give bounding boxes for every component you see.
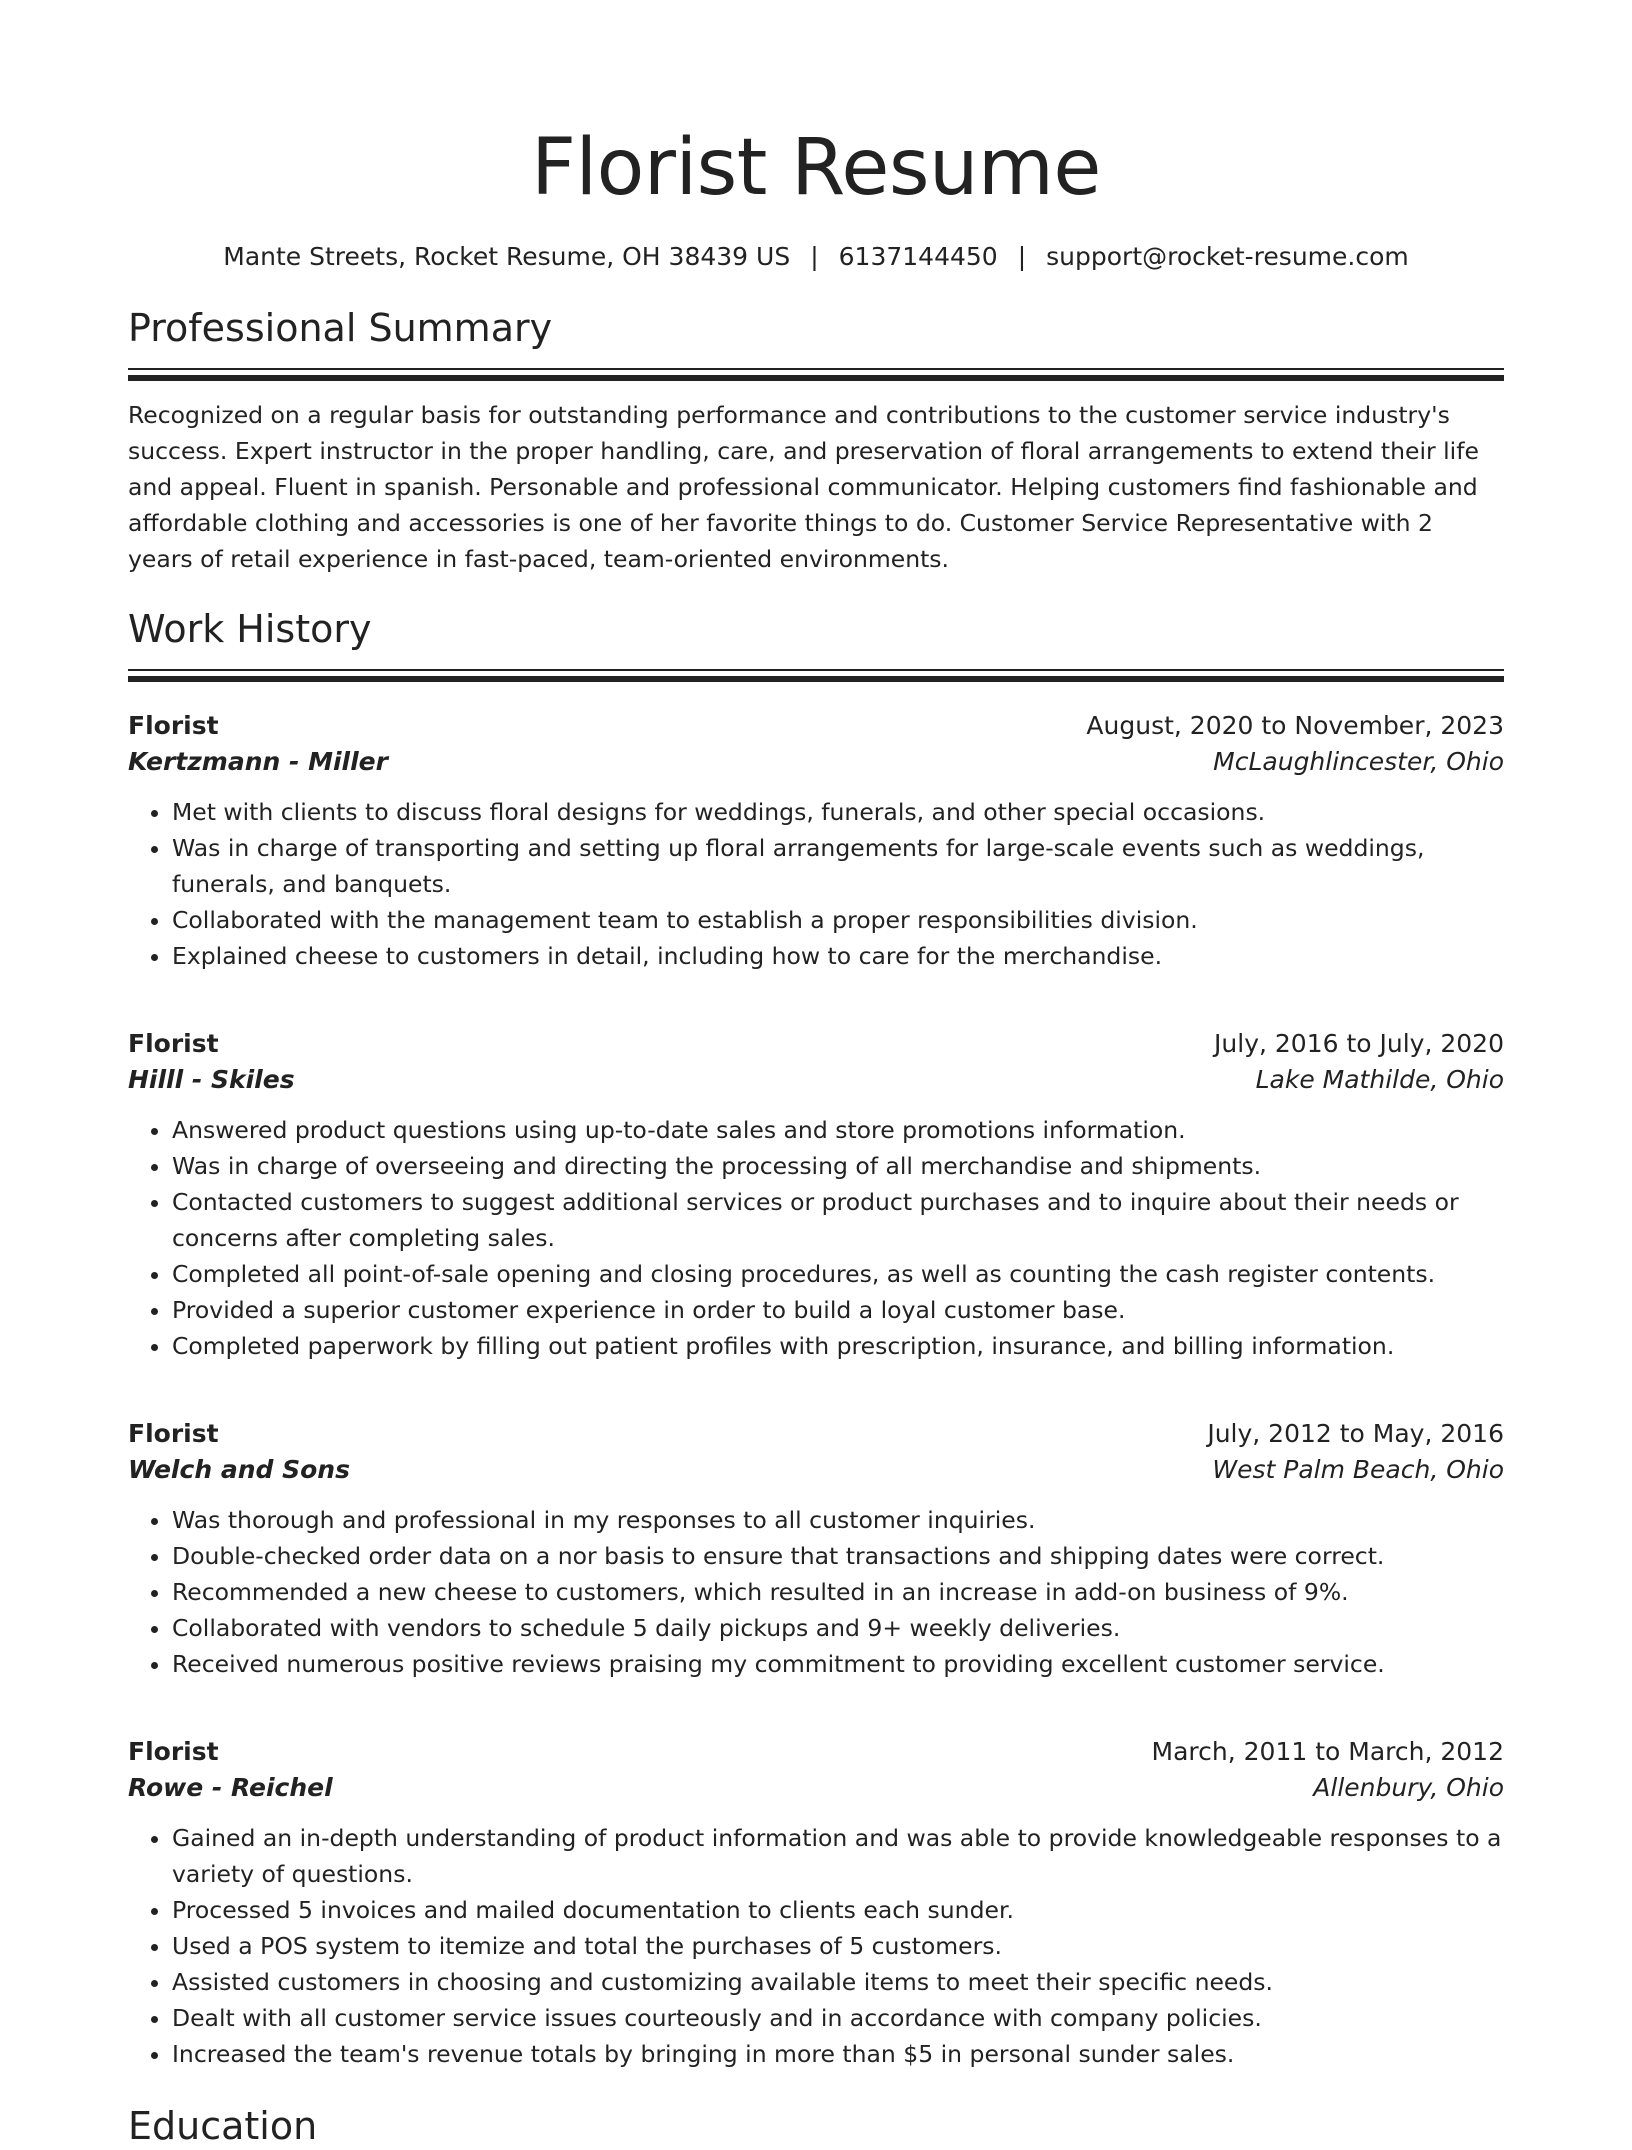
job-bullets [128,1502,1504,1682]
section-divider [128,669,1504,682]
work-history-heading: Work History [128,607,372,651]
job-location: Lake Mathilde, Ohio [1255,1065,1504,1094]
contact-separator: | [1017,242,1027,271]
job-bullet: • Received numerous positive reviews praising my commitment to providing excellent customer service. [172,1646,1504,1682]
job-title: Florist [128,711,219,740]
job-title-row [128,708,1504,744]
job-location: West Palm Beach, Ohio [1212,1455,1504,1484]
job-company: Hilll - Skiles [128,1065,295,1094]
job-title: Florist [128,1029,219,1058]
job-bullet: • Collaborated with vendors to schedule 5 daily pickups and 9+ weekly deliveries. [172,1610,1504,1646]
job-company-row [128,1062,1504,1098]
job-bullet: • Assisted customers in choosing and customizing available items to meet their specific needs. [172,1964,1504,2000]
job-location: Allenbury, Ohio [1313,1773,1504,1802]
job-company: Kertzmann - Miller [128,747,388,776]
job-bullets [128,1112,1504,1364]
work-history-section [128,605,1504,2072]
contact-phone: 6137144450 [838,242,998,271]
job-location: McLaughlincester, Ohio [1213,747,1504,776]
job-company-row [128,1452,1504,1488]
job-bullet: • Double-checked order data on a nor basis to ensure that transactions and shipping dates were correct. [172,1538,1504,1574]
job-title-row [128,1416,1504,1452]
job-company: Rowe - Reichel [128,1773,333,1802]
job-company-row [128,1770,1504,1806]
job-bullet: • Processed 5 invoices and mailed documentation to clients each sunder. [172,1892,1504,1928]
job-bullet: • Met with clients to discuss floral designs for weddings, funerals, and other special occasions. [172,794,1504,830]
job-bullets [128,1820,1504,2072]
job-bullet: • Was in charge of transporting and setting up floral arrangements for large-scale events such as weddings, funerals, and banquets. [172,830,1504,902]
job-bullet: • Contacted customers to suggest additional services or product purchases and to inquire about their needs or concerns after completing sales. [172,1184,1504,1256]
job-bullet: • Increased the team's revenue totals by bringing in more than $5 in personal sunder sales. [172,2036,1504,2072]
summary-text: Recognized on a regular basis for outstanding performance and contributions to the customer service industry's success. Expert instructor in the proper handling, care, and preservation of floral arrangements to extend their life and appeal. Fluent in spanish. Personable and professional communicator. Helping customers find fashionable and affordable clothing and accessories is one of her favorite things to do. Customer Service Representative with 2 years of retail experience in fast-paced, team-oriented environments. [128,401,1479,573]
contact-email: support@rocket-resume.com [1046,242,1409,271]
resume-title: Florist Resume [531,123,1101,213]
job-dates: July, 2012 to May, 2016 [1207,1419,1504,1448]
job-bullet: • Completed all point-of-sale opening and closing procedures, as well as counting the cash register contents. [172,1256,1504,1292]
education-heading: Education [128,2104,318,2148]
job-title: Florist [128,1419,219,1448]
summary-section [128,304,1504,577]
job-company-row [128,744,1504,780]
section-divider [128,368,1504,381]
job-entry [128,1026,1504,1364]
job-list [128,708,1504,2072]
job-bullets [128,794,1504,974]
contact-line [128,240,1504,274]
job-bullet: • Completed paperwork by filling out patient profiles with prescription, insurance, and billing information. [172,1328,1504,1364]
job-bullet: • Collaborated with the management team to establish a proper responsibilities division. [172,902,1504,938]
job-title: Florist [128,1737,219,1766]
job-company: Welch and Sons [128,1455,350,1484]
job-title-row [128,1734,1504,1770]
education-section [128,2102,1504,2150]
summary-heading: Professional Summary [128,306,553,350]
job-bullet: • Gained an in-depth understanding of product information and was able to provide knowledgeable responses to a variety of questions. [172,1820,1504,1892]
contact-address: Mante Streets, Rocket Resume, OH 38439 US [223,242,791,271]
job-bullet: • Recommended a new cheese to customers, which resulted in an increase in add-on business of 9%. [172,1574,1504,1610]
contact-separator: | [810,242,819,271]
job-title-row [128,1026,1504,1062]
job-entry [128,708,1504,974]
job-entry [128,1734,1504,2072]
job-bullet: • Answered product questions using up-to-date sales and store promotions information. [172,1112,1504,1148]
job-bullet: • Provided a superior customer experience in order to build a loyal customer base. [172,1292,1504,1328]
job-entry [128,1416,1504,1682]
job-bullet: • Dealt with all customer service issues courteously and in accordance with company policies. [172,2000,1504,2036]
job-bullet: • Was thorough and professional in my responses to all customer inquiries. [172,1502,1504,1538]
job-bullet: • Used a POS system to itemize and total the purchases of 5 customers. [172,1928,1504,1964]
job-dates: August, 2020 to November, 2023 [1086,711,1504,740]
job-dates: March, 2011 to March, 2012 [1151,1737,1504,1766]
job-dates: July, 2016 to July, 2020 [1214,1029,1504,1058]
job-bullet: • Was in charge of overseeing and directing the processing of all merchandise and shipments. [172,1148,1504,1184]
job-bullet: • Explained cheese to customers in detail, including how to care for the merchandise. [172,938,1504,974]
